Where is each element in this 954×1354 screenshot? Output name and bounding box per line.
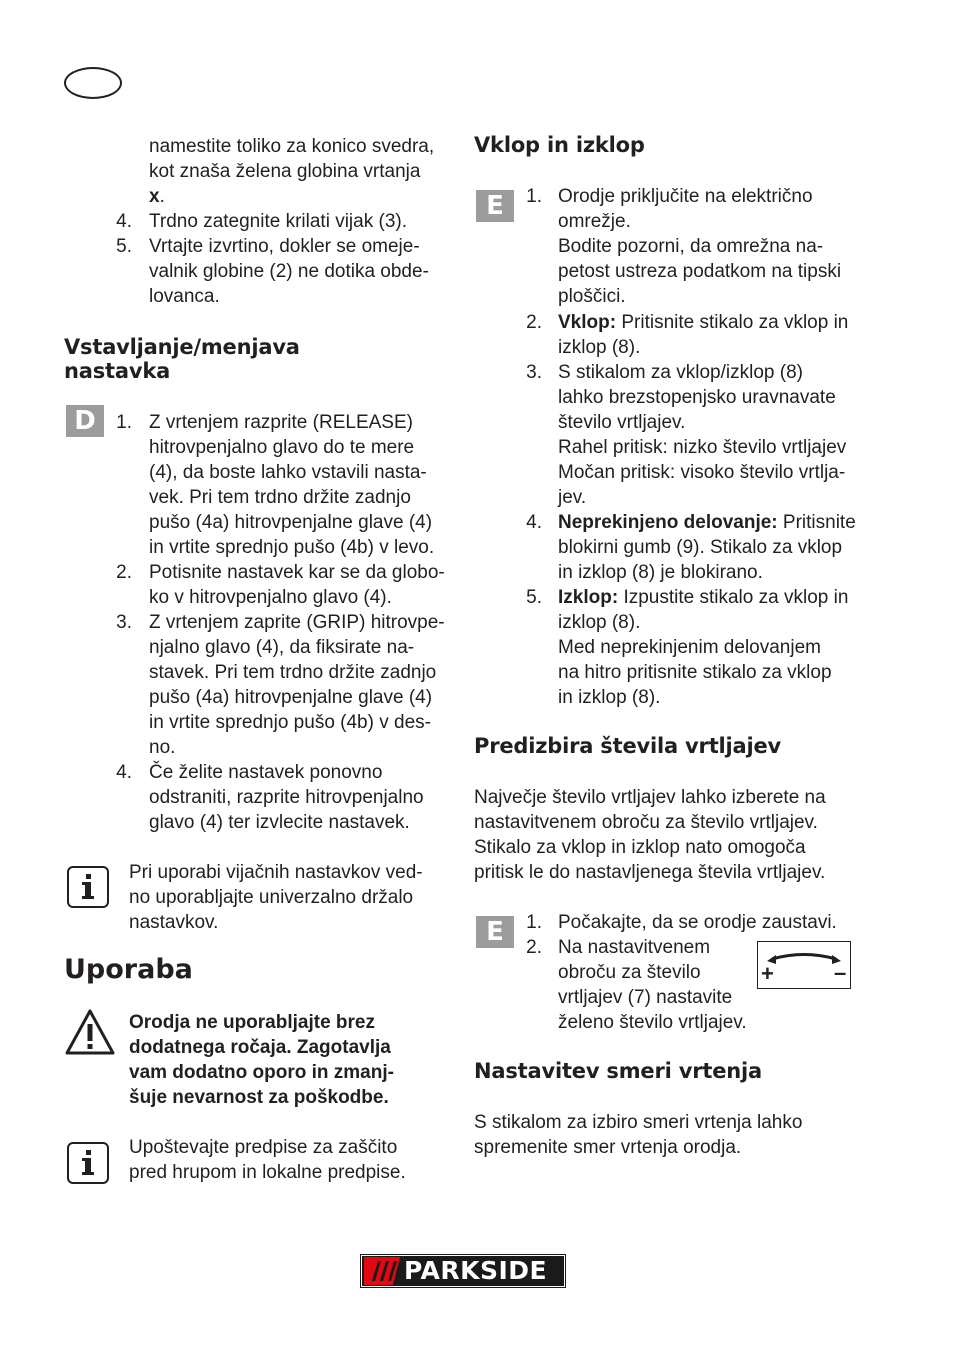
warning-text: Orodja ne uporabljajte brez: [129, 1012, 375, 1033]
info-text: Pri uporabi vijačnih nastavkov ved-: [129, 862, 423, 883]
list-number: 2.: [526, 937, 542, 958]
warning-text: šuje nevarnost za poškodbe.: [129, 1087, 389, 1108]
info-text: no uporabljajte univerzalno držalo: [129, 887, 414, 908]
list-item: valnik globine (2) ne dotika obde-: [149, 261, 429, 282]
body-text: spremenite smer vrtenja orodja.: [474, 1137, 742, 1158]
list-number: 5.: [116, 236, 132, 257]
list-item: ploščici.: [558, 286, 626, 307]
list-number: 5.: [526, 587, 542, 608]
list-item: število vrtljajev.: [558, 412, 686, 433]
list-item: Med neprekinjenim delovanjem: [558, 637, 821, 658]
info-text: Upoštevajte predpise za zaščito: [129, 1137, 398, 1158]
depth-x: x: [149, 186, 160, 207]
list-item: ko v hitrovpenjalno glavo (4).: [149, 587, 392, 608]
logo-text: PARKSIDE: [404, 1256, 548, 1285]
list-item: petost ustreza podatkom na tipski: [558, 261, 842, 282]
warning-text: dodatnega ročaja. Zagotavlja: [129, 1037, 391, 1058]
list-item: jev.: [558, 487, 587, 508]
list-item: Orodje priključite na električno: [558, 186, 813, 207]
list-item: izklop (8).: [558, 612, 641, 633]
list-item: stavek. Pri tem trdno držite zadnjo: [149, 662, 437, 683]
list-item: omrežje.: [558, 211, 631, 232]
minus-sign: –: [834, 960, 847, 985]
list-number: 4.: [116, 762, 132, 783]
list-item: in vrtite sprednjo pušo (4b) v levo.: [149, 537, 435, 558]
continued-text-line: kot znaša želena globina vrtanja: [149, 161, 421, 182]
list-item: Če želite nastavek ponovno: [149, 762, 383, 783]
info-icon: [67, 866, 109, 908]
continued-text-line: x.: [149, 186, 165, 207]
list-item: Počakajte, da se orodje zaustavi.: [558, 912, 837, 933]
list-item: in izklop (8) je blokirano.: [558, 562, 763, 583]
list-item: hitrovpenjalno glavo do te mere: [149, 437, 415, 458]
section-heading: Vklop in izklop: [474, 133, 645, 157]
warning-icon: [64, 1008, 116, 1056]
list-item: S stikalom za vklop/izklop (8): [558, 362, 803, 383]
body-text: nastavitvenem obroču za število vrtljajev.: [474, 812, 818, 833]
section-heading: Vstavljanje/menjava: [64, 335, 300, 359]
body-text: pritisk le do nastavljenega števila vrtljajev.: [474, 862, 826, 883]
speed-dial-icon: [757, 941, 851, 989]
list-item: Trdno zategnite krilati vijak (3).: [149, 211, 408, 232]
list-item: lovanca.: [149, 286, 220, 307]
list-number: 1.: [116, 412, 132, 433]
list-item: no.: [149, 737, 176, 758]
list-number: 3.: [526, 362, 542, 383]
body-text: Stikalo za vklop in izklop nato omogoča: [474, 837, 806, 858]
list-item: in izklop (8).: [558, 687, 661, 708]
list-item: izklop (8).: [558, 337, 641, 358]
section-heading: nastavka: [64, 359, 171, 383]
section-heading: Predizbira števila vrtljajev: [474, 734, 782, 758]
step-badge-e: E: [476, 916, 514, 948]
list-number: 1.: [526, 186, 542, 207]
list-item: Vrtajte izvrtino, dokler se omeje-: [149, 236, 420, 257]
list-item: vek. Pri tem trdno držite zadnjo: [149, 487, 411, 508]
step-badge-e: E: [476, 190, 514, 222]
list-item: Rahel pritisk: nizko število vrtljajev: [558, 437, 847, 458]
list-number: 2.: [526, 312, 542, 333]
list-item: na hitro pritisnite stikalo za vklop: [558, 662, 832, 683]
body-text: Največje število vrtljajev lahko izberete na: [474, 787, 826, 808]
list-item: Neprekinjeno delovanje: Pritisnite: [558, 512, 856, 533]
list-number: 4.: [116, 211, 132, 232]
parkside-logo: [360, 1254, 566, 1288]
list-item: Bodite pozorni, da omrežna na-: [558, 236, 824, 257]
list-number: 4.: [526, 512, 542, 533]
step-badge-d: D: [66, 405, 104, 437]
list-item: Vklop: Pritisnite stikalo za vklop in: [558, 312, 849, 333]
list-item: odstraniti, razprite hitrovpenjalno: [149, 787, 424, 808]
list-item: lahko brezstopenjsko uravnavate: [558, 387, 836, 408]
continued-text-line: namestite toliko za konico svedra,: [149, 136, 435, 157]
section-heading: Nastavitev smeri vrtenja: [474, 1059, 762, 1083]
list-item: Na nastavitvenem: [558, 937, 711, 958]
list-item: (4), da boste lahko vstavili nasta-: [149, 462, 427, 483]
list-number: 3.: [116, 612, 132, 633]
info-text: nastavkov.: [129, 912, 219, 933]
list-item: Močan pritisk: visoko število vrtlja-: [558, 462, 846, 483]
warning-text: vam dodatno oporo in zmanj-: [129, 1062, 394, 1083]
list-item: Z vrtenjem razprite (RELEASE): [149, 412, 413, 433]
list-item: Potisnite nastavek kar se da globo-: [149, 562, 445, 583]
body-text: S stikalom za izbiro smeri vrtenja lahko: [474, 1112, 803, 1133]
list-item: Izklop: Izpustite stikalo za vklop in: [558, 587, 849, 608]
info-text: pred hrupom in lokalne predpise.: [129, 1162, 406, 1183]
list-item: obroču za število: [558, 962, 701, 983]
list-item: Z vrtenjem zaprite (GRIP) hitrovpe-: [149, 612, 445, 633]
language-badge: [64, 67, 122, 99]
list-item: želeno število vrtljajev.: [558, 1012, 747, 1033]
list-item: in vrtite sprednjo pušo (4b) v des-: [149, 712, 431, 733]
list-item: blokirni gumb (9). Stikalo za vklop: [558, 537, 843, 558]
list-number: 2.: [116, 562, 132, 583]
section-title: Uporaba: [64, 954, 193, 985]
list-item: glavo (4) ter izvlecite nastavek.: [149, 812, 410, 833]
plus-sign: +: [761, 961, 774, 986]
list-item: njalno glavo (4), da fiksirate na-: [149, 637, 415, 658]
list-number: 1.: [526, 912, 542, 933]
list-item: pušo (4a) hitrovpenjalne glave (4): [149, 512, 433, 533]
list-item: vrtljajev (7) nastavite: [558, 987, 733, 1008]
list-item: pušo (4a) hitrovpenjalne glave (4): [149, 687, 433, 708]
info-icon: [67, 1142, 109, 1184]
